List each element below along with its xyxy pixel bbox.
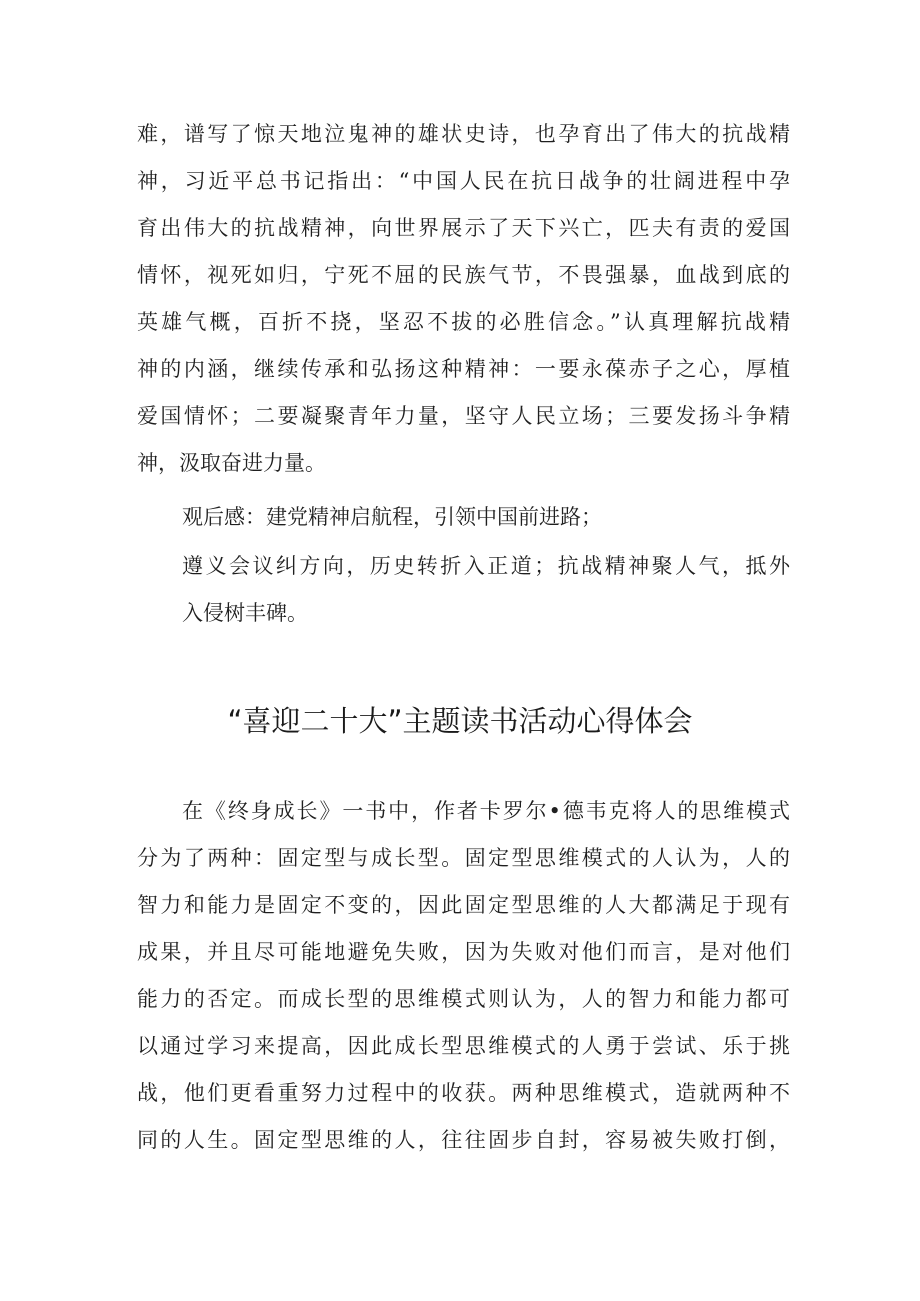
body-line: 育出伟大的抗战精神，向世界展示了天下兴亡，匹夫有责的爱国	[137, 216, 790, 240]
body-line: 成果，并且尽可能地避免失败，因为失败对他们而言，是对他们	[137, 940, 790, 964]
body-line: 难，谱写了惊天地泣鬼神的雄状史诗，也孕育出了伟大的抗战精	[137, 122, 790, 146]
body-line: 英雄气概，百折不挠，坚忍不拔的必胜信念。”认真理解抗战精	[137, 310, 790, 334]
body-line: 同的人生。固定型思维的人，往往固步自封，容易被失败打倒，	[137, 1128, 790, 1152]
body-line: 分为了两种：固定型与成长型。固定型思维模式的人认为，人的	[137, 846, 790, 870]
body-line: 能力的否定。而成长型的思维模式则认为，人的智力和能力都可	[137, 987, 790, 1011]
reflection-line: 入侵树丰碑。	[182, 601, 308, 625]
body-line: 神的内涵，继续传承和弘扬这种精神：一要永葆赤子之心，厚植	[137, 357, 790, 381]
reflection-line: 观后感：建党精神启航程，引领中国前进路；	[182, 505, 602, 529]
section-title: “喜迎二十大”主题读书活动心得体会	[227, 704, 693, 738]
body-line: 神，汲取奋进力量。	[137, 451, 326, 475]
body-line: 情怀，视死如归，宁死不屈的民族气节，不畏强暴，血战到底的	[137, 263, 790, 287]
body-line: 智力和能力是固定不变的，因此固定型思维的人大都满足于现有	[137, 893, 790, 917]
body-line: 在《终身成长》一书中，作者卡罗尔•德韦克将人的思维模式	[182, 799, 790, 823]
body-line: 神，习近平总书记指出：“中国人民在抗日战争的壮阔进程中孕	[137, 169, 790, 193]
body-line: 战，他们更看重努力过程中的收获。两种思维模式，造就两种不	[137, 1081, 790, 1105]
body-line: 以通过学习来提高，因此成长型思维模式的人勇于尝试、乐于挑	[137, 1034, 790, 1058]
body-line: 爱国情怀；二要凝聚青年力量，坚守人民立场；三要发扬斗争精	[137, 404, 790, 428]
reflection-line: 遵义会议纠方向，历史转折入正道；抗战精神聚人气，抵外	[182, 554, 790, 578]
